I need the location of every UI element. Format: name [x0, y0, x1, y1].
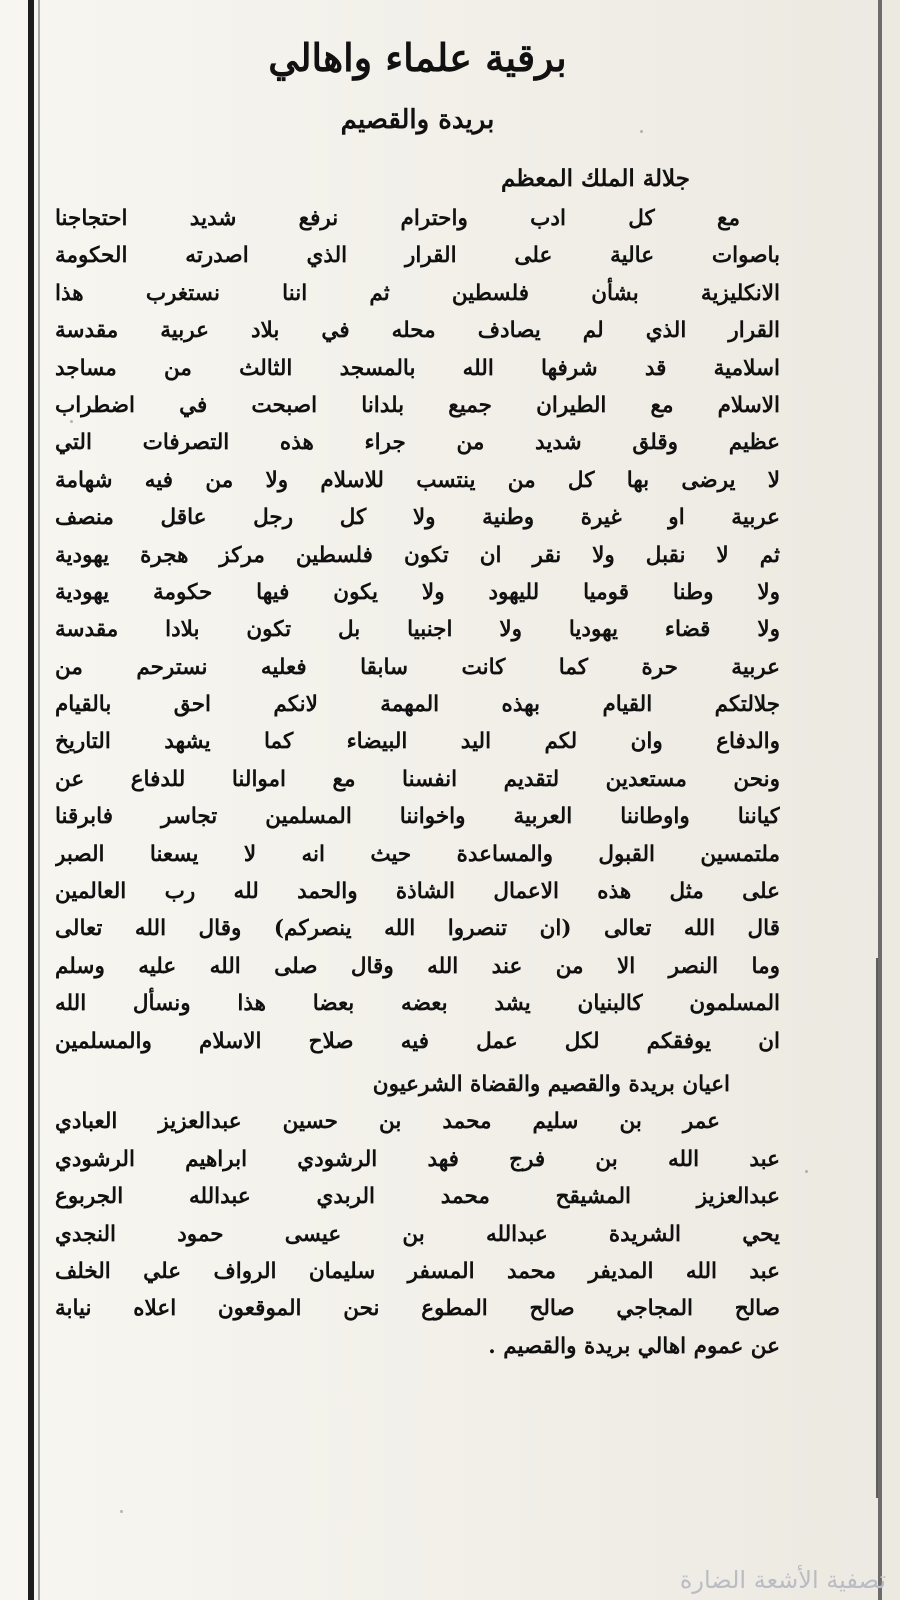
signatories-intro: اعيان بريدة والقصيم والقضاة الشرعيون [372, 1071, 730, 1097]
column-rule-left-thin [38, 0, 40, 1600]
signatory-line: عبد الله المديفر محمد المسفر سليمان الرواف علي الخلف [55, 1258, 780, 1284]
body-line: ملتمسين القبول والمساعدة حيث انه لا يسعنا الصبر [55, 841, 780, 867]
body-line: عظيم وقلق شديد من جراء هذه التصرفات التي [55, 430, 780, 456]
article-headline: برقية علماء واهالي [268, 35, 567, 80]
body-line: ثم لا نقبل ولا نقر ان تكون فلسطين مركز هجرة يهودية [55, 542, 780, 568]
signatory-line-last: عن عموم اهالي بريدة والقصيم . [488, 1333, 780, 1359]
body-line: ان يوفقكم لكل عمل فيه صلاح الاسلام والمسلمين [55, 1028, 780, 1054]
body-line: والدفاع وان لكم اليد البيضاء كما يشهد التاريخ [55, 729, 780, 755]
body-line: ونحن مستعدين لتقديم انفسنا مع اموالنا للدفاع عن [55, 766, 780, 792]
print-speck [70, 420, 73, 423]
print-speck [640, 130, 643, 133]
body-line: عربية حرة كما كانت سابقا فعليه نسترحم من [55, 654, 780, 680]
body-line: مع كل ادب واحترام نرفع شديد احتجاجنا [55, 206, 740, 231]
body-line: عربية او غيرة وطنية ولا كل رجل عاقل منصف [55, 505, 780, 531]
signatory-line: عبد الله بن فرج فهد الرشودي ابراهيم الرشودي [55, 1146, 780, 1172]
article-salutation: جلالة الملك المعظم [501, 165, 690, 192]
watermark-caption: تصفية الأشعة الضارة [679, 1566, 886, 1594]
telegram-article [55, 18, 780, 1543]
body-line: اسلامية قد شرفها الله بالمسجد الثالث من مساجد [55, 355, 780, 381]
signatory-line: عبدالعزيز المشيقح محمد الربدي عبدالله الجربوع [55, 1184, 780, 1210]
signatory-line: عمر بن سليم محمد بن حسين عبدالعزيز العبادي [55, 1109, 720, 1135]
signatories-block [55, 1066, 780, 1365]
body-line: القرار الذي لم يصادف محله في بلاد عربية مقدسة [55, 318, 780, 344]
column-rule-left [28, 0, 34, 1600]
article-subheadline: بريدة والقصيم [340, 105, 495, 135]
body-line: المسلمون كالبنيان يشد بعضه بعضا هذا ونسأل الله [55, 991, 780, 1017]
body-line: الانكليزية بشأن فلسطين ثم اننا نستغرب هذا [55, 280, 780, 306]
body-line: ولا قضاء يهوديا ولا اجنبيا بل تكون بلادا مقدسة [55, 617, 780, 643]
body-line: لا يرضى بها كل من ينتسب للاسلام ولا من فيه شهامة [55, 467, 780, 493]
body-line: الاسلام مع الطيران جميع بلدانا اصبحت في اضطراب [55, 392, 780, 418]
body-line: باصوات عالية على القرار الذي اصدرته الحكومة [55, 243, 780, 269]
column-rule-inset [876, 958, 878, 1498]
signatory-line: صالح المجاجي صالح المطوع نحن الموقعون اعلاه نيابة [55, 1296, 780, 1322]
body-line: كياننا واوطاننا العربية واخواننا المسلمين تجاسر فابرقنا [55, 804, 780, 830]
body-line: وما النصر الا من عند الله وقال صلى الله عليه وسلم [55, 953, 780, 979]
body-line: ولا وطنا قوميا لليهود ولا يكون فيها حكومة يهودية [55, 579, 780, 605]
column-rule-right [878, 0, 882, 1600]
signatory-line: يحي الشريدة عبدالله بن عيسى حمود النجدي [55, 1221, 780, 1247]
body-line: على مثل هذه الاعمال الشاذة والحمد لله رب العالمين [55, 879, 780, 905]
body-line: قال الله تعالى (ان تنصروا الله ينصركم) وقال الله تعالى [55, 916, 780, 942]
print-speck [805, 1170, 808, 1173]
print-speck [120, 1510, 123, 1513]
article-body [55, 200, 780, 1060]
body-line: جلالتكم القيام بهذه المهمة لانكم احق بالقيام [55, 692, 780, 718]
